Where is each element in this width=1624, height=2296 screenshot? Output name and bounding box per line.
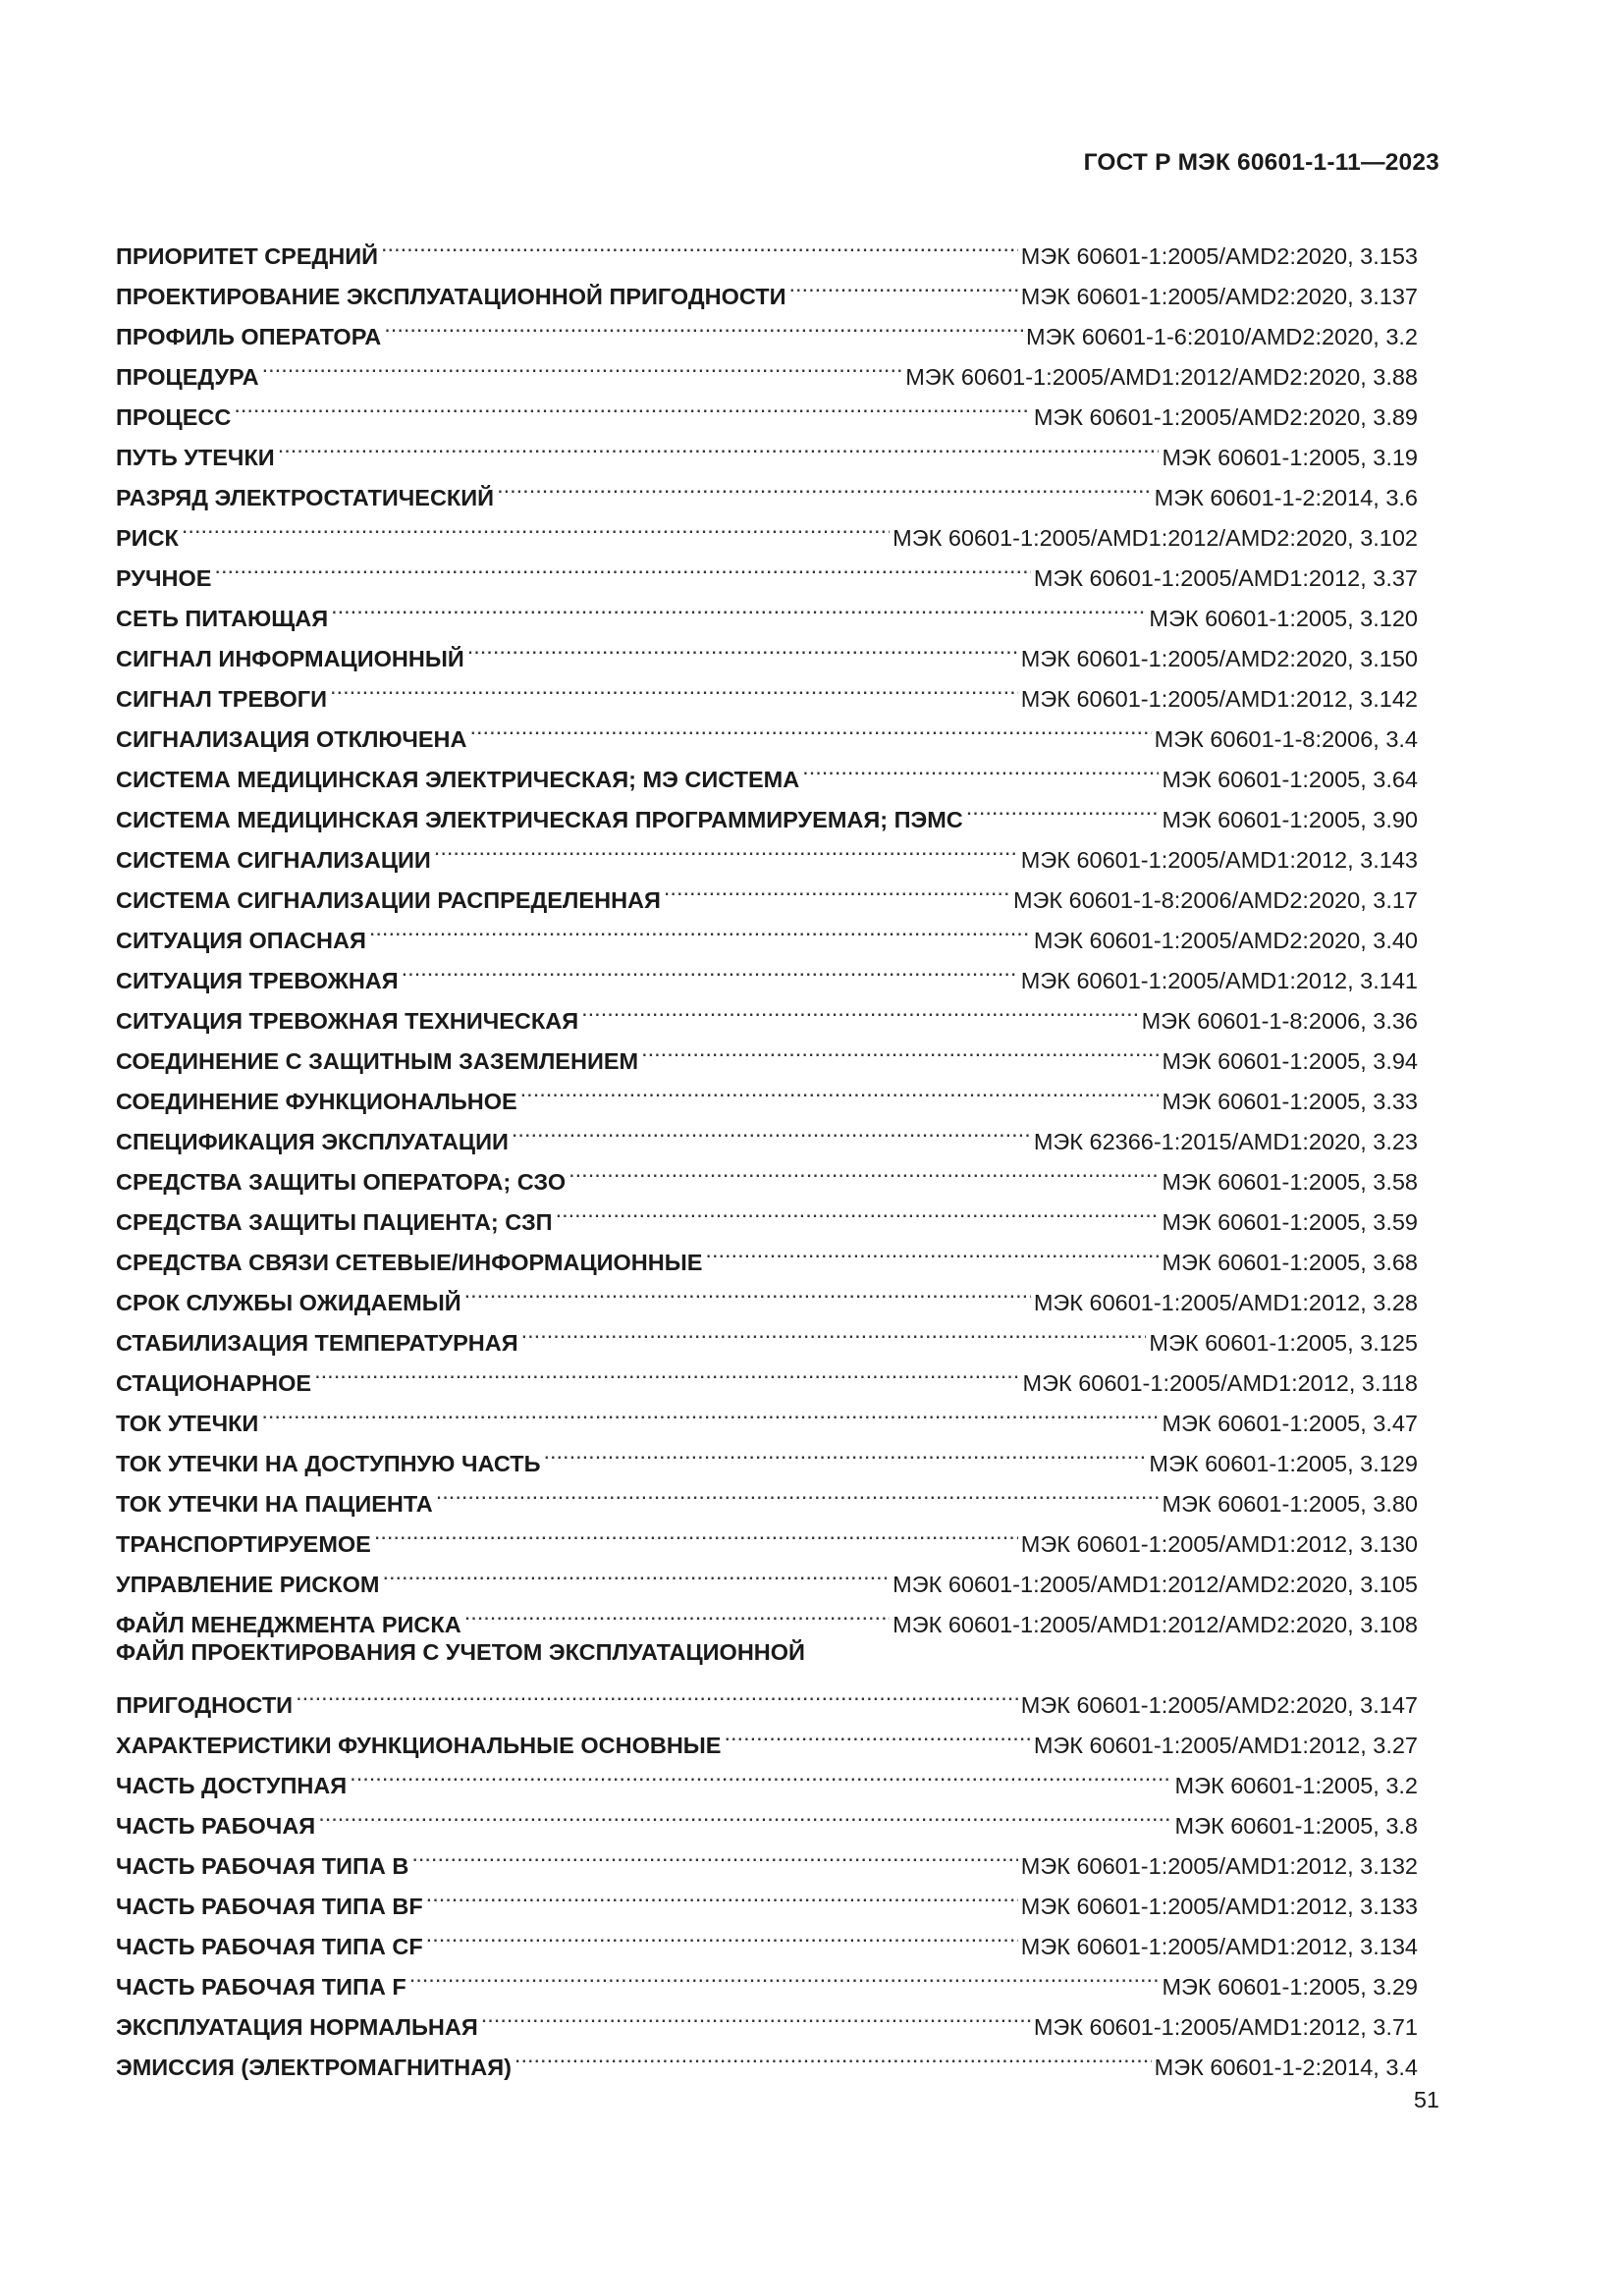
dot-leader <box>426 1914 1018 1954</box>
index-reference: МЭК 60601-1:2005, 3.94 <box>1162 1048 1418 1074</box>
dot-leader <box>382 1552 890 1592</box>
index-term: ТОК УТЕЧКИ НА ПАЦИЕНТА <box>116 1491 433 1517</box>
index-term: ФАЙЛ МЕНЕДЖМЕНТА РИСКА <box>116 1612 461 1637</box>
index-reference: МЭК 60601-1:2005, 3.47 <box>1162 1411 1418 1436</box>
index-reference: МЭК 60601-1-8:2006, 3.36 <box>1141 1008 1418 1034</box>
index-reference: МЭК 60601-1:2005, 3.59 <box>1162 1209 1418 1235</box>
index-reference: МЭК 60601-1:2005, 3.64 <box>1162 767 1418 792</box>
dot-leader <box>481 1995 1031 2035</box>
index-term: СРОК СЛУЖБЫ ОЖИДАЕМЫЙ <box>116 1290 461 1315</box>
index-term: СТАБИЛИЗАЦИЯ ТЕМПЕРАТУРНАЯ <box>116 1330 518 1356</box>
index-term-line1: ФАЙЛ ПРОЕКТИРОВАНИЯ С УЧЕТОМ ЭКСПЛУАТАЦИОННОЙ <box>116 1639 805 1665</box>
index-term: ПРОФИЛЬ ОПЕРАТОРА <box>116 324 382 349</box>
index-term: СИГНАЛИЗАЦИЯ ОТКЛЮЧЕНА <box>116 726 467 752</box>
index-term: СИГНАЛ ТРЕВОГИ <box>116 686 328 712</box>
index-reference: МЭК 60601-1:2005, 3.80 <box>1162 1491 1418 1517</box>
index-term: ПРИОРИТЕТ СРЕДНИЙ <box>116 243 379 269</box>
index-reference: МЭК 60601-1:2005/AMD1:2012/AMD2:2020, 3.102 <box>893 525 1418 551</box>
index-reference: МЭК 60601-1:2005/AMD1:2012, 3.133 <box>1020 1894 1418 1919</box>
dot-leader <box>556 1190 1160 1230</box>
index-reference: МЭК 60601-1:2005, 3.120 <box>1149 606 1418 631</box>
dot-leader <box>467 626 1018 667</box>
index-reference: МЭК 60601-1:2005/AMD2:2020, 3.89 <box>1033 404 1418 430</box>
dot-leader <box>521 1310 1147 1351</box>
index-reference: МЭК 60601-1:2005/AMD1:2012, 3.142 <box>1020 686 1418 712</box>
index-term: СИСТЕМА СИГНАЛИЗАЦИИ РАСПРЕДЕЛЕННАЯ <box>116 887 661 913</box>
dot-leader <box>581 988 1138 1029</box>
index-term: ТОК УТЕЧКИ НА ДОСТУПНУЮ ЧАСТЬ <box>116 1451 541 1476</box>
index-term: ЧАСТЬ РАБОЧАЯ ТИПА B <box>116 1853 409 1879</box>
index-entry <box>116 1632 1418 1718</box>
index-term: СИТУАЦИЯ ТРЕВОЖНАЯ <box>116 968 399 993</box>
dot-leader <box>966 787 1160 828</box>
index-term: ХАРАКТЕРИСТИКИ ФУНКЦИОНАЛЬНЫЕ ОСНОВНЫЕ <box>116 1733 722 1758</box>
dot-leader <box>182 506 890 546</box>
page-header-standard: ГОСТ Р МЭК 60601-1-11—2023 <box>1083 149 1439 176</box>
dot-leader <box>331 586 1146 626</box>
index-term: СОЕДИНЕНИЕ С ЗАЩИТНЫМ ЗАЗЕМЛЕНИЕМ <box>116 1048 639 1074</box>
index-term: СИТУАЦИЯ ТРЕВОЖНАЯ ТЕХНИЧЕСКАЯ <box>116 1008 579 1034</box>
dot-leader <box>664 868 1010 908</box>
dot-leader <box>543 1431 1146 1471</box>
index-reference: МЭК 60601-1:2005/AMD1:2012/AMD2:2020, 3.88 <box>905 364 1418 390</box>
index-reference: МЭК 60601-1-6:2010/AMD2:2020, 3.2 <box>1026 324 1418 349</box>
index-reference: МЭК 60601-1:2005, 3.29 <box>1162 1974 1418 2000</box>
dot-leader <box>802 747 1159 787</box>
dot-leader <box>497 465 1152 506</box>
dot-leader <box>434 828 1018 868</box>
index-term: СРЕДСТВА ЗАЩИТЫ ОПЕРАТОРА; СЗО <box>116 1169 567 1195</box>
index-term: ЭКСПЛУАТАЦИЯ НОРМАЛЬНАЯ <box>116 2014 478 2040</box>
index-term: РИСК <box>116 525 179 551</box>
index-term: ТРАНСПОРТИРУЕМОЕ <box>116 1531 371 1557</box>
index-reference: МЭК 60601-1-2:2014, 3.6 <box>1154 485 1418 510</box>
dot-leader <box>464 1270 1031 1310</box>
index-reference: МЭК 60601-1:2005/AMD1:2012/AMD2:2020, 3.105 <box>893 1572 1418 1597</box>
index-reference: МЭК 60601-1:2005, 3.2 <box>1174 1773 1418 1798</box>
index-term: ЧАСТЬ РАБОЧАЯ ТИПА F <box>116 1974 406 2000</box>
index-reference: МЭК 60601-1:2005/AMD2:2020, 3.147 <box>1020 1692 1418 1718</box>
dot-leader <box>436 1471 1160 1512</box>
index-reference: МЭК 60601-1-2:2014, 3.4 <box>1154 2055 1418 2080</box>
index-reference: МЭК 60601-1:2005, 3.19 <box>1162 445 1418 470</box>
index-reference: МЭК 60601-1:2005/AMD1:2012, 3.28 <box>1033 1290 1418 1315</box>
dot-leader <box>411 1834 1017 1874</box>
index-reference: МЭК 60601-1:2005/AMD1:2012, 3.132 <box>1020 1853 1418 1879</box>
index-term: СИТУАЦИЯ ОПАСНАЯ <box>116 928 366 953</box>
dot-leader <box>369 908 1031 948</box>
index-term: РУЧНОЕ <box>116 565 212 591</box>
index-term: СРЕДСТВА СВЯЗИ СЕТЕВЫЕ/ИНФОРМАЦИОННЫЕ <box>116 1250 703 1275</box>
index-reference: МЭК 60601-1:2005/AMD2:2020, 3.153 <box>1020 243 1418 269</box>
index-term: СИГНАЛ ИНФОРМАЦИОННЫЙ <box>116 646 464 671</box>
index-reference: МЭК 60601-1:2005/AMD2:2020, 3.40 <box>1033 928 1418 953</box>
dot-leader <box>314 1351 1019 1391</box>
index-entry <box>116 224 1418 269</box>
dot-leader <box>514 2035 1152 2075</box>
index-reference: МЭК 60601-1:2005/AMD1:2012, 3.141 <box>1020 968 1418 993</box>
index-term: СИСТЕМА МЕДИЦИНСКАЯ ЭЛЕКТРИЧЕСКАЯ; МЭ СИСТЕМА <box>116 767 800 792</box>
index-reference: МЭК 60601-1:2005/AMD2:2020, 3.150 <box>1020 646 1418 671</box>
index-term: ЧАСТЬ РАБОЧАЯ ТИПА BF <box>116 1894 423 1919</box>
index-term: ПРИГОДНОСТИ <box>116 1692 294 1718</box>
index-reference: МЭК 60601-1:2005, 3.58 <box>1162 1169 1418 1195</box>
index-reference: МЭК 60601-1:2005/AMD1:2012/AMD2:2020, 3.108 <box>893 1612 1418 1637</box>
index-reference: МЭК 60601-1-8:2006/AMD2:2020, 3.17 <box>1012 887 1418 913</box>
index-reference: МЭК 60601-1:2005/AMD2:2020, 3.137 <box>1020 284 1418 309</box>
index-term: ПРОЦЕДУРА <box>116 364 259 390</box>
index-reference: МЭК 60601-1:2005, 3.129 <box>1149 1451 1418 1476</box>
dot-leader <box>402 948 1018 988</box>
dot-leader <box>374 1512 1018 1552</box>
dot-leader <box>705 1230 1159 1270</box>
index-term: ЭМИССИЯ (ЭЛЕКТРОМАГНИТНАЯ) <box>116 2055 512 2080</box>
dot-leader <box>641 1029 1159 1069</box>
index-term: ЧАСТЬ РАБОЧАЯ <box>116 1813 316 1839</box>
dot-leader <box>296 1673 1018 1713</box>
index-reference: МЭК 62366-1:2015/AMD1:2020, 3.23 <box>1033 1129 1418 1154</box>
index-reference: МЭК 60601-1:2005/AMD1:2012, 3.37 <box>1033 565 1418 591</box>
dot-leader <box>384 304 1023 345</box>
dot-leader <box>330 667 1018 707</box>
dot-leader <box>409 1954 1160 1995</box>
dot-leader <box>278 425 1160 465</box>
dot-leader <box>469 707 1151 747</box>
index-term: СТАЦИОНАРНОЕ <box>116 1370 312 1396</box>
index-term: ПРОЕКТИРОВАНИЕ ЭКСПЛУАТАЦИОННОЙ ПРИГОДНОСТИ <box>116 284 786 309</box>
index-reference: МЭК 60601-1:2005, 3.33 <box>1162 1089 1418 1114</box>
index-reference: МЭК 60601-1:2005/AMD1:2012, 3.71 <box>1033 2014 1418 2040</box>
dot-leader <box>350 1753 1171 1793</box>
term-index-list <box>116 224 1418 2080</box>
dot-leader <box>568 1149 1159 1190</box>
index-reference: МЭК 60601-1:2005/AMD1:2012, 3.118 <box>1022 1370 1418 1396</box>
index-term: СИСТЕМА СИГНАЛИЗАЦИИ <box>116 847 431 873</box>
index-term: СОЕДИНЕНИЕ ФУНКЦИОНАЛЬНОЕ <box>116 1089 517 1114</box>
index-reference: МЭК 60601-1:2005, 3.125 <box>1149 1330 1418 1356</box>
dot-leader <box>512 1109 1031 1149</box>
dot-leader <box>520 1069 1160 1109</box>
index-reference: МЭК 60601-1:2005, 3.90 <box>1162 807 1418 832</box>
index-term: СРЕДСТВА ЗАЩИТЫ ПАЦИЕНТА; СЗП <box>116 1209 553 1235</box>
dot-leader <box>214 546 1030 586</box>
dot-leader <box>426 1874 1018 1914</box>
dot-leader <box>234 385 1031 425</box>
index-term: СПЕЦИФИКАЦИЯ ЭКСПЛУАТАЦИИ <box>116 1129 509 1154</box>
index-term: РАЗРЯД ЭЛЕКТРОСТАТИЧЕСКИЙ <box>116 485 495 510</box>
dot-leader <box>262 345 903 385</box>
dot-leader <box>318 1793 1171 1834</box>
index-reference: МЭК 60601-1:2005/AMD1:2012, 3.134 <box>1020 1934 1418 1959</box>
dot-leader <box>381 224 1018 264</box>
index-reference: МЭК 60601-1-8:2006, 3.4 <box>1154 726 1418 752</box>
dot-leader <box>725 1713 1031 1753</box>
index-reference: МЭК 60601-1:2005, 3.8 <box>1174 1813 1418 1839</box>
index-reference: МЭК 60601-1:2005/AMD1:2012, 3.130 <box>1020 1531 1418 1557</box>
page-number: 51 <box>1413 2087 1439 2112</box>
index-term: ТОК УТЕЧКИ <box>116 1411 259 1436</box>
index-reference: МЭК 60601-1:2005, 3.68 <box>1162 1250 1418 1275</box>
index-term: ПРОЦЕСС <box>116 404 232 430</box>
index-term: ЧАСТЬ ДОСТУПНАЯ <box>116 1773 348 1798</box>
dot-leader <box>261 1391 1159 1431</box>
index-reference: МЭК 60601-1:2005/AMD1:2012, 3.27 <box>1033 1733 1418 1758</box>
index-term: ПУТЬ УТЕЧКИ <box>116 445 275 470</box>
dot-leader <box>464 1592 890 1632</box>
index-term: УПРАВЛЕНИЕ РИСКОМ <box>116 1572 380 1597</box>
index-term: ЧАСТЬ РАБОЧАЯ ТИПА CF <box>116 1934 423 1959</box>
dot-leader <box>789 264 1018 304</box>
index-reference: МЭК 60601-1:2005/AMD1:2012, 3.143 <box>1020 847 1418 873</box>
index-term: СИСТЕМА МЕДИЦИНСКАЯ ЭЛЕКТРИЧЕСКАЯ ПРОГРАММИРУЕМАЯ; ПЭМС <box>116 807 963 832</box>
index-term: СЕТЬ ПИТАЮЩАЯ <box>116 606 329 631</box>
